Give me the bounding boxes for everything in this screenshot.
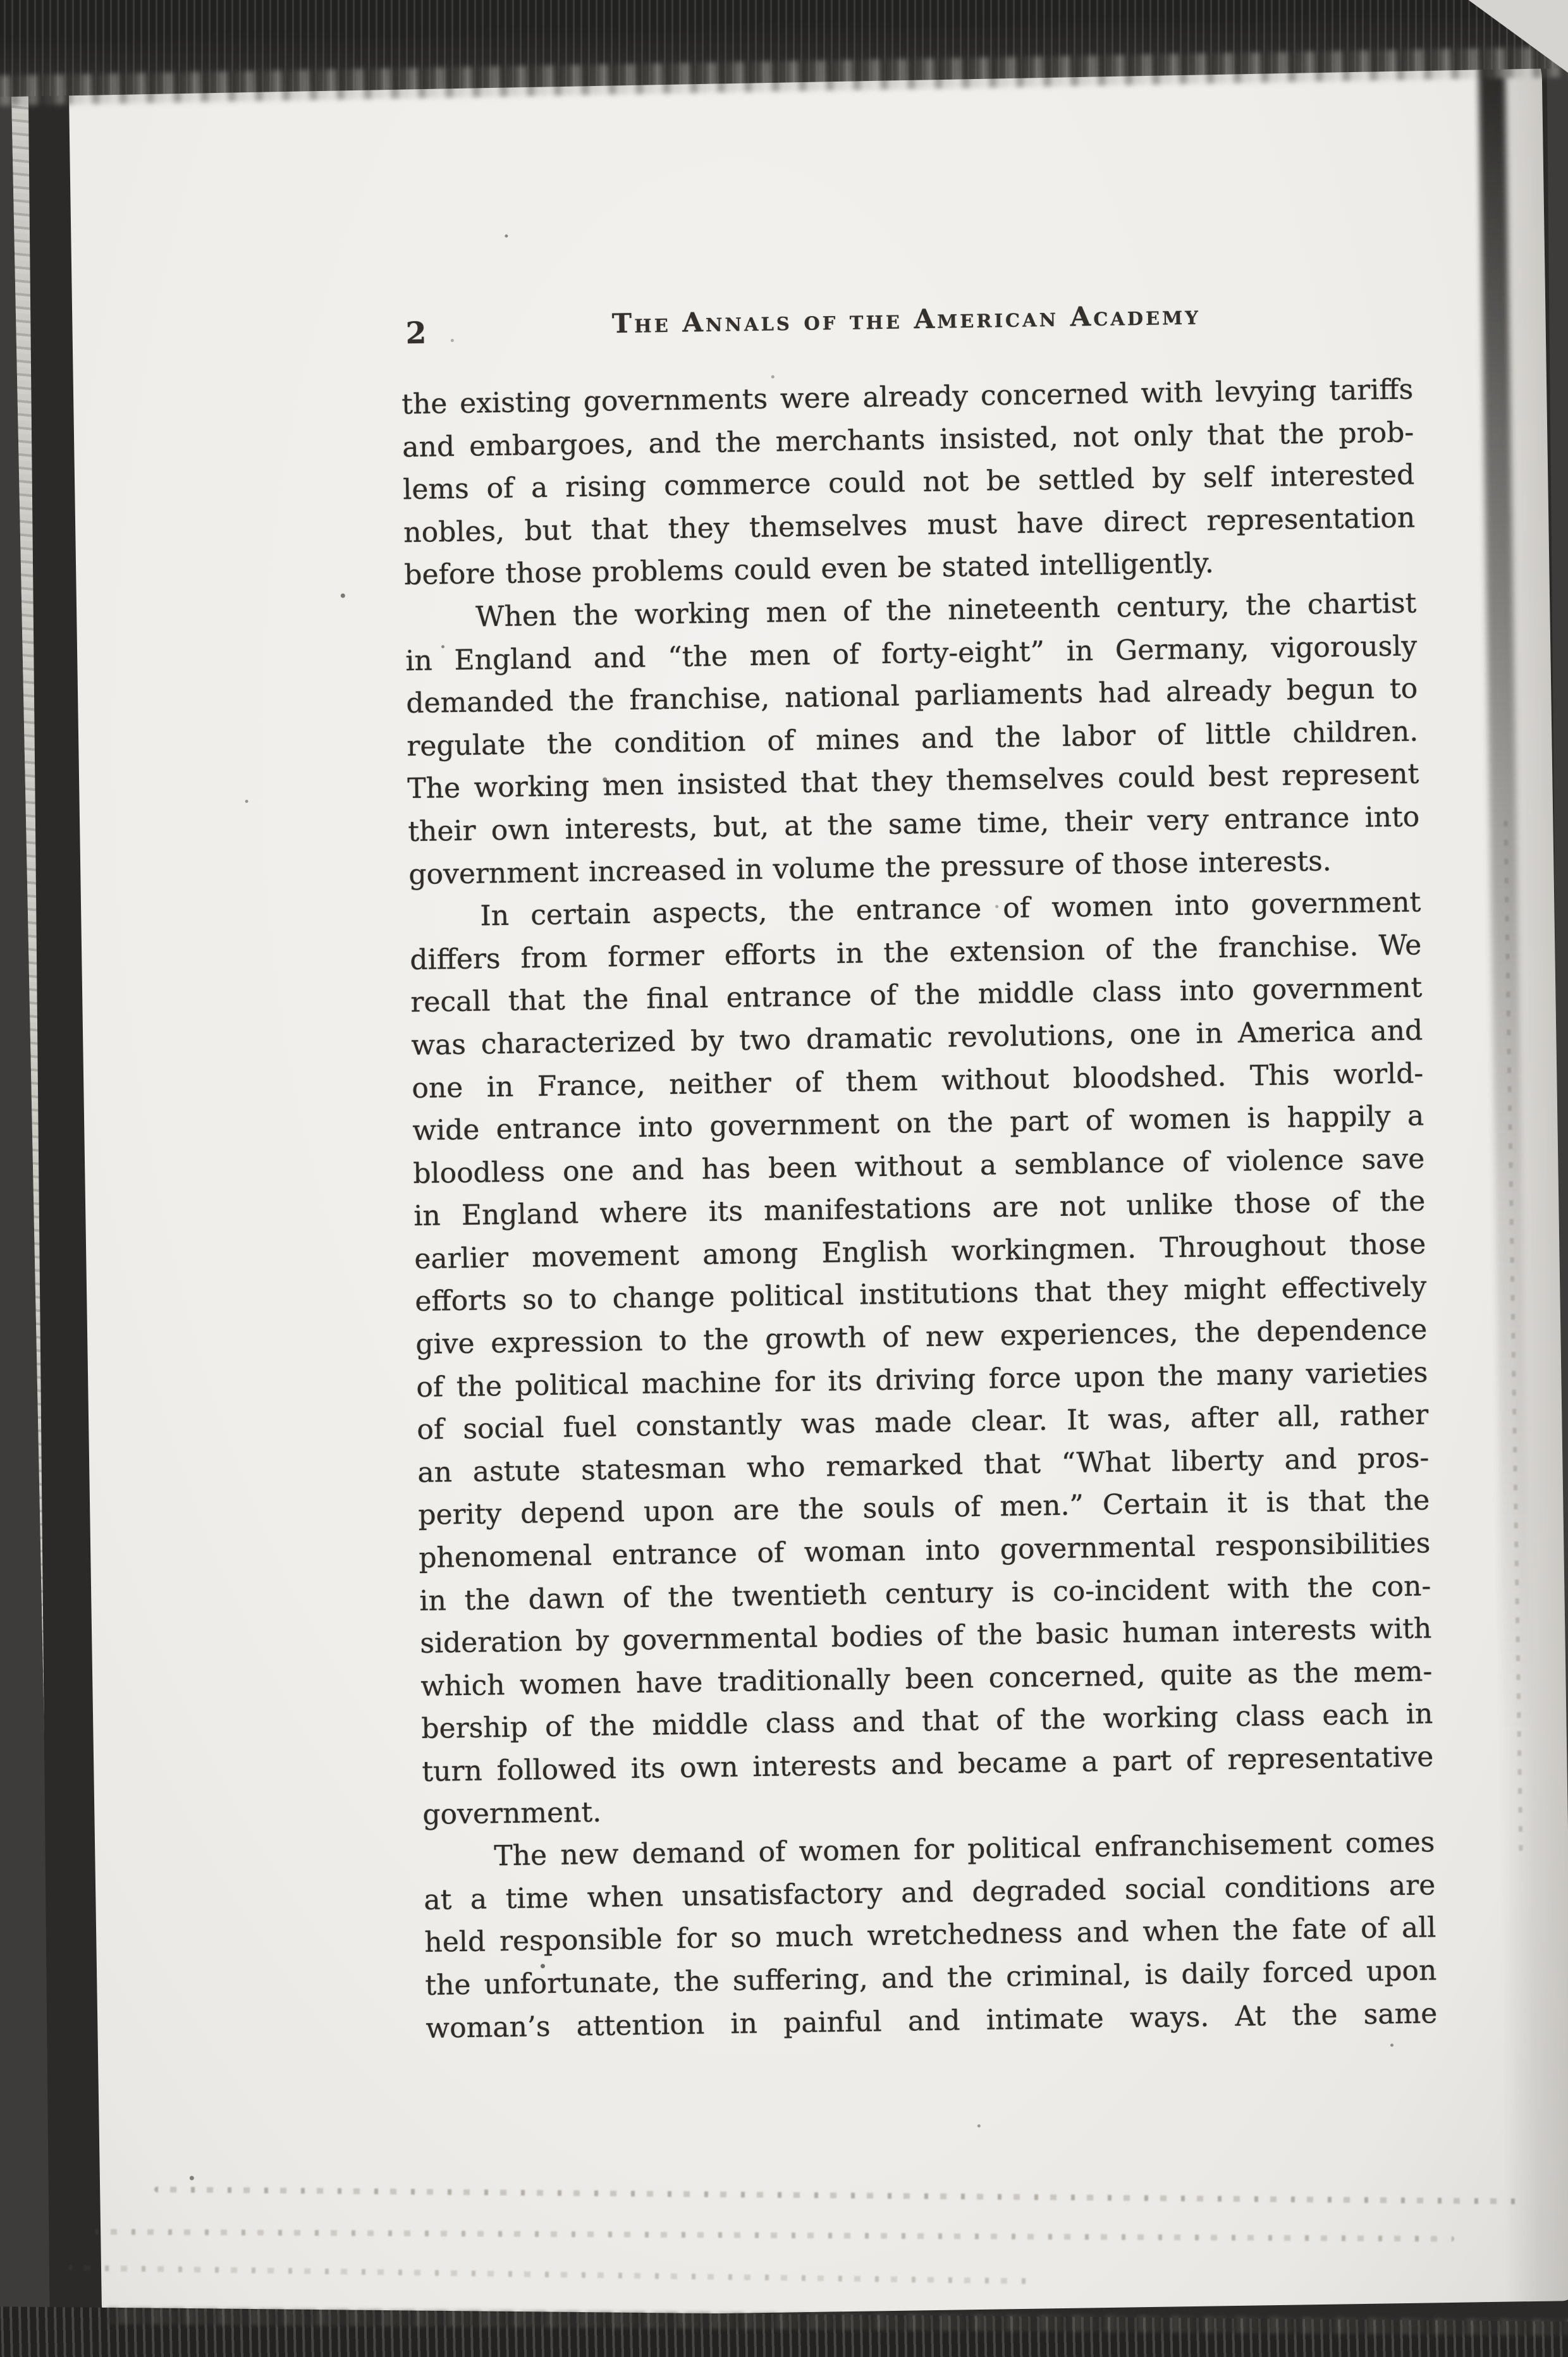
text-line: phenomenal entrance of woman into governmental responsibilities bbox=[419, 1527, 1431, 1575]
running-header-title: The Annals of the American Academy bbox=[611, 299, 1201, 340]
text-line: When the working men of the nineteenth century, the chartist bbox=[475, 587, 1417, 634]
text-line: before those problems could even be stated intelligently. bbox=[403, 547, 1215, 592]
text-line: wide entrance into government on the part of women is happily a bbox=[412, 1099, 1424, 1148]
text-line: perity depend upon are the souls of men.” Certain it is that the bbox=[418, 1484, 1430, 1532]
text-line: of social fuel constantly was made clear. It was, after all, rather bbox=[417, 1399, 1429, 1447]
text-line: and embargoes, and the merchants insisted, not only that the prob- bbox=[401, 416, 1414, 463]
text-line: their own interests, but, at the same time, their very entrance into bbox=[407, 800, 1420, 848]
text-line: give expression to the growth of new experiences, the dependence bbox=[415, 1313, 1428, 1361]
text-line: at a time when unsatisfactory and degraded social conditions are bbox=[424, 1869, 1436, 1916]
text-line: the existing governments were already concerned with levying tariffs bbox=[401, 373, 1414, 421]
text-line: which women have traditionally been concerned, quite as the mem- bbox=[420, 1655, 1433, 1703]
text-line: In certain aspects, the entrance of women into government bbox=[479, 886, 1421, 933]
text-line: demanded the franchise, national parliaments had already begun to bbox=[405, 672, 1418, 720]
text-line: lems of a rising commerce could not be settled by self interested bbox=[402, 458, 1415, 506]
text-line: recall that the final entrance of the middle class into government bbox=[410, 971, 1423, 1019]
text-line: regulate the condition of mines and the labor of little children. bbox=[406, 715, 1419, 762]
text-line: in England and “the men of forty-eight” in Germany, vigorously bbox=[405, 630, 1418, 677]
text-line: nobles, but that they themselves must have direct representation bbox=[403, 501, 1416, 549]
text-line: efforts so to change political institutions that they might effectively bbox=[415, 1270, 1427, 1318]
text-line: bership of the middle class and that of the working class each in bbox=[421, 1698, 1433, 1746]
text-line: government increased in volume the pressure of those interests. bbox=[408, 845, 1332, 891]
text-line: sideration by governmental bodies of the basic human interests with bbox=[420, 1612, 1432, 1660]
text-line: held responsible for so much wretchedness and when the fate of all bbox=[424, 1911, 1436, 1959]
text-line: an astute statesman who remarked that “What liberty and pros- bbox=[417, 1442, 1430, 1489]
text-line: government. bbox=[422, 1796, 602, 1831]
text-line: the unfortunate, the suffering, and the criminal, is daily forced upon bbox=[425, 1954, 1437, 2002]
text-line: earlier movement among English workingmen. Throughout those bbox=[414, 1228, 1426, 1275]
text-line: of the political machine for its driving force upon the many varieties bbox=[416, 1356, 1428, 1404]
text-line: one in France, neither of them without bloodshed. This world- bbox=[411, 1056, 1424, 1105]
body-text bbox=[401, 369, 1438, 2050]
running-head bbox=[400, 297, 1412, 357]
text-line: The working men insisted that they themselves could best represent bbox=[407, 757, 1419, 805]
text-line: differs from former efforts in the extension of the franchise. We bbox=[409, 929, 1422, 976]
text-line: in the dawn of the twentieth century is co-incident with the con- bbox=[419, 1569, 1431, 1617]
book-page bbox=[68, 30, 1568, 2322]
text-line: in England where its manifestations are not unlike those of the bbox=[413, 1185, 1426, 1233]
text-line: woman’s attention in painful and intimate ways. At the same bbox=[426, 1997, 1438, 2045]
text-line: turn followed its own interests and became a part of representative bbox=[422, 1741, 1434, 1788]
text-line: The new demand of women for political enfranchisement comes bbox=[494, 1826, 1435, 1873]
text-line: bloodless one and has been without a semblance of violence save bbox=[413, 1142, 1425, 1190]
page-number: 2 bbox=[405, 315, 427, 352]
text-line: was characterized by two dramatic revolutions, one in America and bbox=[410, 1014, 1423, 1062]
